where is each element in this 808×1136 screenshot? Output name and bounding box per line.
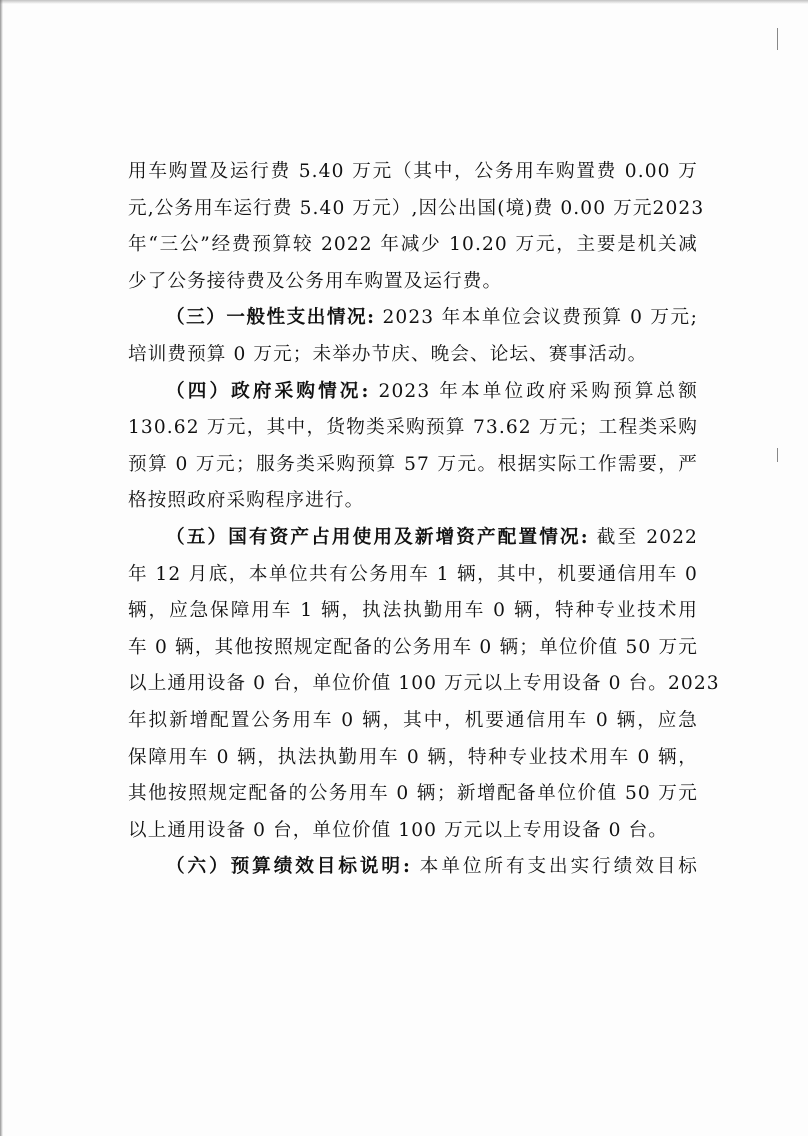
- line-text: 2023 年本单位政府采购预算总额: [369, 380, 698, 402]
- line-text: 辆，应急保障用车 1 辆，执法执勤用车 0 辆，特种专业技术用: [128, 600, 698, 622]
- document-body: [128, 154, 720, 886]
- line-text: 培训费预算 0 万元；未举办节庆、晚会、论坛、赛事活动。: [128, 343, 648, 365]
- line-text: 年 12 月底，本单位共有公务用车 1 辆，其中，机要通信用车 0: [128, 563, 698, 585]
- text-line: [128, 776, 698, 813]
- line-text: 少了公务接待费及公务用车购置及运行费。: [128, 270, 503, 292]
- line-text: 保障用车 0 辆，执法执勤用车 0 辆，特种专业技术用车 0 辆，: [128, 746, 698, 768]
- scan-right-mark: [777, 28, 778, 50]
- text-line: [128, 740, 698, 777]
- line-text: 截至 2022: [588, 526, 698, 548]
- text-line: [128, 849, 698, 886]
- scan-left-edge: [0, 0, 3, 1136]
- line-text: 格按照政府采购程序进行。: [128, 490, 365, 512]
- line-text: 其他按照规定配备的公务用车 0 辆；新增配备单位价值 50 万元: [128, 783, 698, 805]
- text-line: [128, 227, 698, 264]
- section-heading: （六）预算绩效目标说明:: [166, 856, 411, 878]
- text-line: [128, 447, 698, 484]
- scan-top-edge: [0, 0, 808, 4]
- scan-right-mark: [777, 448, 778, 462]
- line-text: 以上通用设备 0 台，单位价值 100 万元以上专用设备 0 台。2023: [128, 673, 720, 695]
- line-text: 预算 0 万元；服务类采购预算 57 万元。根据实际工作需要，严: [128, 453, 698, 475]
- line-text: 130.62 万元，其中，货物类采购预算 73.62 万元；工程类采购: [128, 417, 698, 439]
- text-line: [128, 264, 698, 301]
- text-line: [128, 630, 698, 667]
- text-line: [128, 557, 698, 594]
- line-text: 车 0 辆，其他按照规定配备的公务用车 0 辆；单位价值 50 万元: [128, 636, 698, 658]
- section-heading: （四）政府采购情况:: [166, 380, 370, 402]
- text-line: [128, 666, 720, 703]
- text-line: [128, 813, 698, 850]
- text-line: [128, 410, 698, 447]
- line-text: 年拟新增配置公务用车 0 辆，其中，机要通信用车 0 辆，应急: [128, 709, 698, 731]
- text-line: [128, 703, 698, 740]
- text-line: [128, 300, 698, 337]
- line-text: 本单位所有支出实行绩效目标: [410, 856, 698, 878]
- section-heading: （三）一般性支出情况:: [166, 307, 376, 329]
- section-heading: （五）国有资产占用使用及新增资产配置情况:: [166, 526, 589, 548]
- line-text: 以上通用设备 0 台，单位价值 100 万元以上专用设备 0 台。: [128, 819, 668, 841]
- text-line: [128, 191, 705, 228]
- text-line: [128, 593, 698, 630]
- line-text: 用车购置及运行费 5.40 万元（其中，公务用车购置费 0.00 万: [128, 161, 698, 182]
- text-line: [128, 154, 698, 191]
- text-line: [128, 337, 698, 374]
- text-line: [128, 374, 698, 411]
- text-line: [128, 483, 698, 520]
- line-text: 元,公务用车运行费 5.40 万元）,因公出国(境)费 0.00 万元2023: [128, 197, 705, 219]
- line-text: 年“三公”经费预算较 2022 年减少 10.20 万元，主要是机关减: [128, 234, 698, 256]
- line-text: 2023 年本单位会议费预算 0 万元;: [375, 307, 699, 329]
- text-line: [128, 520, 698, 557]
